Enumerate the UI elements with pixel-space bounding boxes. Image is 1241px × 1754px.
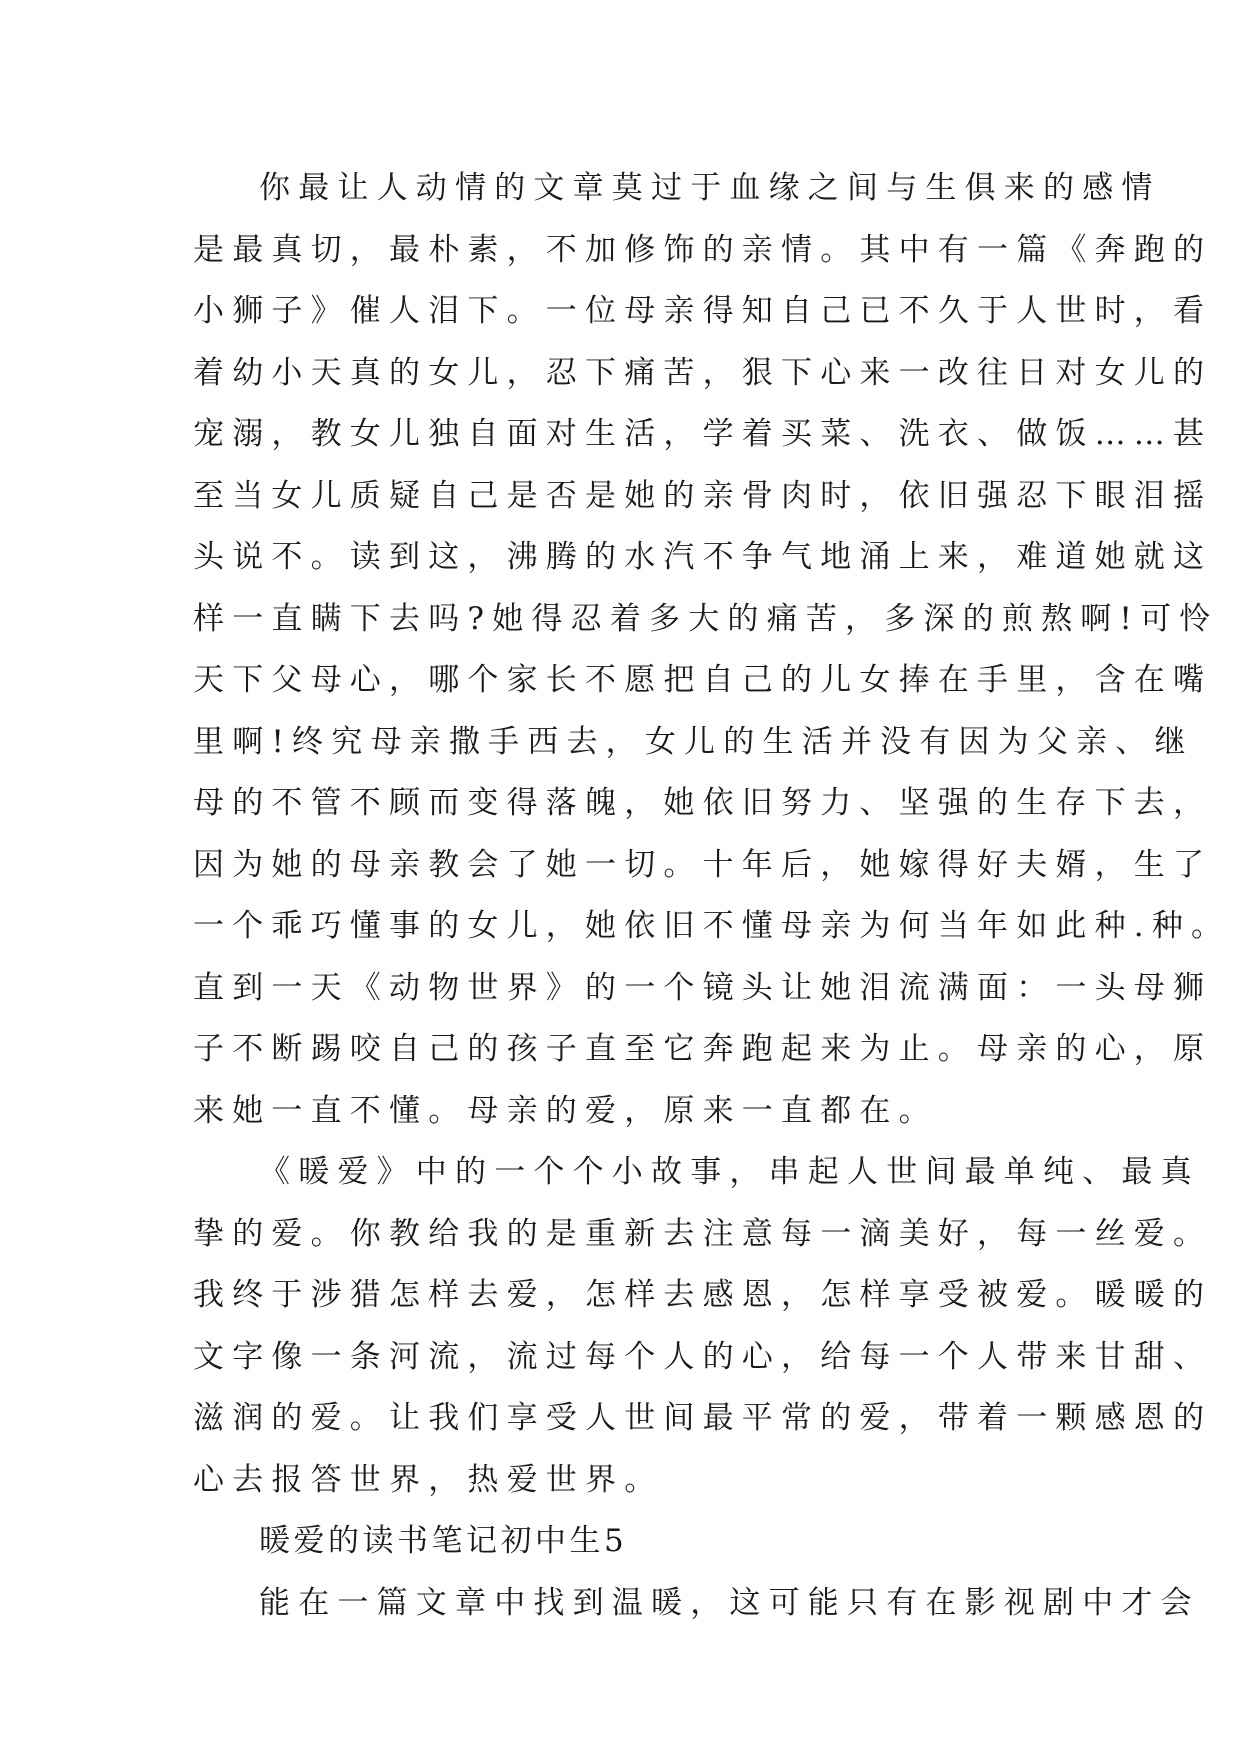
paragraph-1-line: 里啊!终究母亲撒手西去，女儿的生活并没有因为父亲、继 (193, 723, 1194, 760)
paragraph-2-line: 文字像一条河流，流过每个人的心，给每一个人带来甘甜、 (193, 1338, 1213, 1375)
paragraph-2-line: 挚的爱。你教给我的是重新去注意每一滴美好，每一丝爱。 (193, 1215, 1213, 1252)
paragraph-1-line: 你最让人动情的文章莫过于血缘之间与生俱来的感情 (259, 170, 1161, 206)
paragraph-2-line: 《暖爱》中的一个个小故事，串起人世间最单纯、最真 (259, 1154, 1200, 1190)
paragraph-1-line: 是最真切，最朴素，不加修饰的亲情。其中有一篇《奔跑的 (193, 231, 1213, 268)
paragraph-1-line: 样一直瞒下去吗?她得忍着多大的痛苦，多深的煎熬啊!可怜 (193, 600, 1219, 637)
paragraph-2-line: 我终于涉猎怎样去爱，怎样去感恩，怎样享受被爱。暖暖的 (193, 1277, 1213, 1313)
paragraph-1-line: 着幼小天真的女儿，忍下痛苦，狠下心来一改往日对女儿的 (193, 354, 1213, 391)
paragraph-1-line: 小狮子》催人泪下。一位母亲得知自己已不久于人世时，看 (193, 293, 1213, 329)
paragraph-1-line: 来她一直不懂。母亲的爱，原来一直都在。 (193, 1092, 938, 1129)
paragraph-1-line: 母的不管不顾而变得落魄，她依旧努力、坚强的生存下去， (193, 785, 1213, 821)
paragraph-1-line: 至当女儿质疑自己是否是她的亲骨肉时，依旧强忍下眼泪摇 (193, 477, 1213, 514)
paragraph-3-line: 能在一篇文章中找到温暖，这可能只有在影视剧中才会 (259, 1584, 1200, 1621)
body-text (193, 158, 1231, 1634)
paragraph-1-line: 子不断踢咬自己的孩子直至它奔跑起来为止。母亲的心，原 (193, 1031, 1213, 1067)
paragraph-1-line: 直到一天《动物世界》的一个镜头让她泪流满面：一头母狮 (193, 969, 1213, 1006)
paragraph-1-line: 一个乖巧懂事的女儿，她依旧不懂母亲为何当年如此种.种。 (193, 908, 1231, 944)
section-heading: 暖爱的读书笔记初中生5 (259, 1523, 628, 1559)
paragraph-1-line: 天下父母心，哪个家长不愿把自己的儿女捧在手里，含在嘴 (193, 662, 1213, 698)
paragraph-1-line: 头说不。读到这，沸腾的水汽不争气地涌上来，难道她就这 (193, 539, 1213, 575)
paragraph-1-line: 因为她的母亲教会了她一切。十年后，她嫁得好夫婿，生了 (193, 846, 1213, 883)
paragraph-1-line: 宠溺，教女儿独自面对生活，学着买菜、洗衣、做饭……甚 (193, 416, 1213, 452)
paragraph-2-line: 心去报答世界，热爱世界。 (193, 1461, 664, 1498)
paragraph-2-line: 滋润的爱。让我们享受人世间最平常的爱，带着一颗感恩的 (193, 1400, 1213, 1436)
